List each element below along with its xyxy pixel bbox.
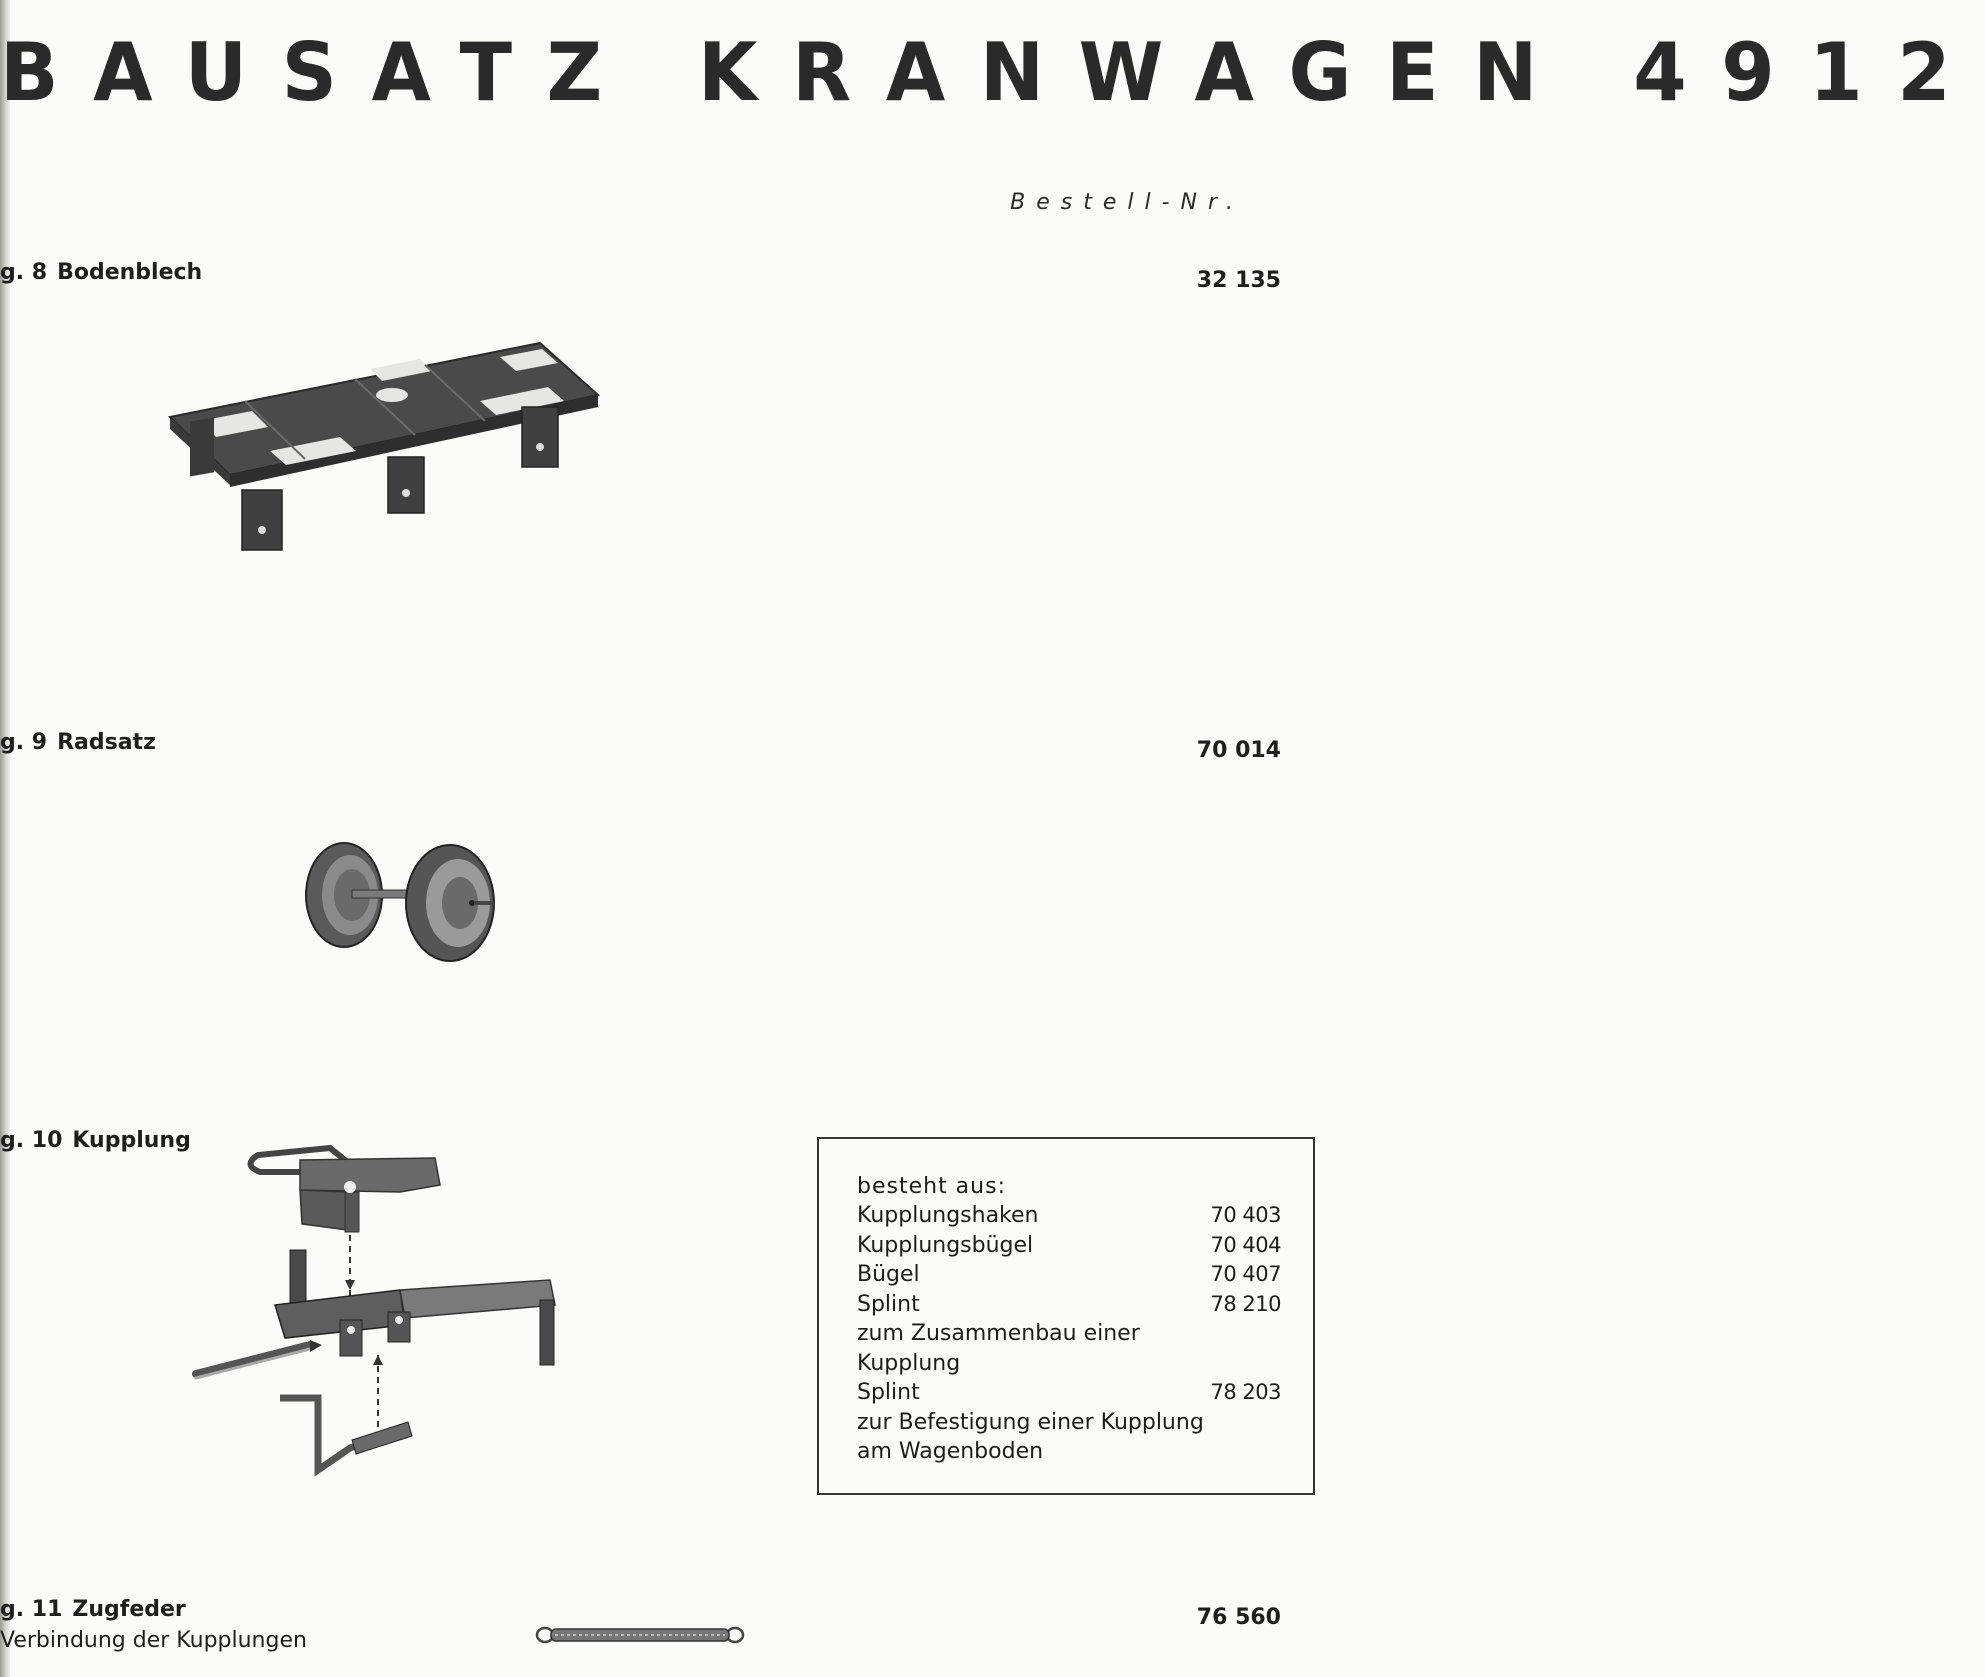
fig-8-name: Bodenblech (57, 260, 203, 285)
fig-10-name: Kupplung (72, 1128, 191, 1153)
order-number-header: Bestell-Nr. (1010, 190, 1244, 215)
fig-11-number: g. 11 (0, 1597, 63, 1622)
radsatz-illustration (300, 835, 500, 970)
parts-note-line: Kupplung (857, 1350, 961, 1376)
fig-8-order-number: 32 135 (1196, 268, 1281, 293)
fig-11-label (0, 1597, 186, 1622)
parts-list-item (857, 1378, 1281, 1408)
fig-9-order-number: 70 014 (1196, 738, 1281, 763)
parts-list-item (857, 1231, 1281, 1261)
part-name: Kupplungshaken (857, 1203, 1039, 1228)
part-name: Splint (857, 1291, 920, 1317)
page-spine-shadow (0, 0, 10, 1677)
part-name: Kupplungsbügel (857, 1232, 1034, 1258)
part-order-number: 70 403 (1210, 1203, 1281, 1227)
parts-list-item (857, 1201, 1281, 1231)
zugfeder-illustration (535, 1622, 745, 1648)
fig-11-order-number: 76 560 (1196, 1605, 1281, 1630)
part-order-number: 70 404 (1210, 1232, 1281, 1257)
parts-list-item (857, 1290, 1281, 1320)
parts-note-line: zum Zusammenbau einer (857, 1321, 1140, 1346)
fig-11-subtitle: Verbindung der Kupplungen (0, 1628, 307, 1653)
fig-8-label (0, 260, 202, 285)
part-order-number: 78 210 (1210, 1291, 1281, 1316)
parts-list-box (817, 1137, 1315, 1495)
fig-9-number: g. 9 (0, 730, 48, 755)
part-name: Bügel (857, 1262, 920, 1287)
fig-11-name: Zugfeder (72, 1597, 186, 1622)
part-order-number: 78 203 (1210, 1380, 1281, 1404)
kupplung-exploded-illustration (190, 1140, 590, 1485)
parts-note-line: zur Befestigung einer Kupplung (857, 1409, 1204, 1435)
bodenblech-illustration (170, 335, 610, 545)
parts-note-line: am Wagenboden (857, 1439, 1044, 1464)
fig-10-label (0, 1128, 191, 1153)
fig-9-name: Radsatz (57, 730, 156, 755)
parts-list-heading: besteht aus: (857, 1174, 1006, 1199)
fig-8-number: g. 8 (0, 260, 48, 285)
parts-list-item (857, 1260, 1281, 1290)
part-name: Splint (857, 1380, 920, 1405)
fig-9-label (0, 730, 156, 755)
part-order-number: 70 407 (1210, 1262, 1281, 1286)
page-title: BAUSATZ KRANWAGEN 4912 (0, 26, 1985, 119)
fig-10-number: g. 10 (0, 1128, 63, 1153)
